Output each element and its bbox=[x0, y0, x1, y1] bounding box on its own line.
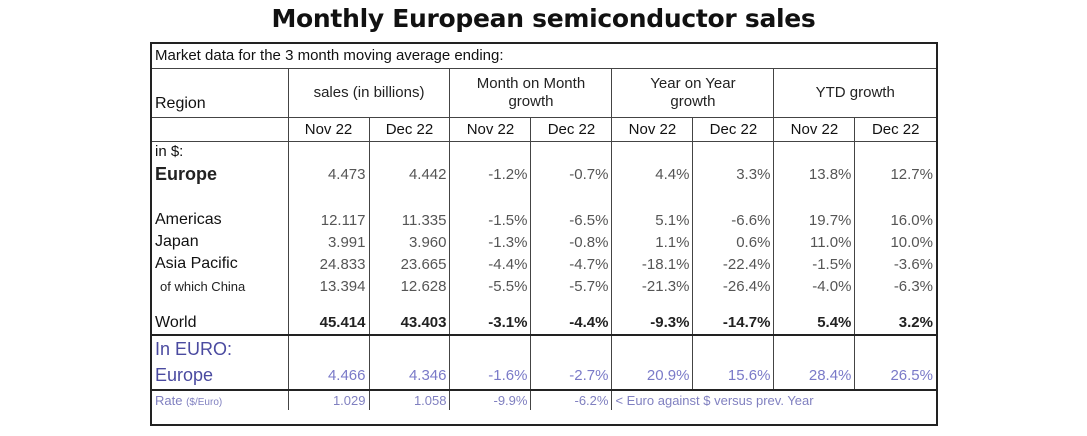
cell: -3.6% bbox=[855, 253, 936, 275]
table-row bbox=[152, 253, 936, 275]
cell: 1.029 bbox=[288, 390, 369, 410]
row-label: Asia Pacific bbox=[155, 255, 238, 272]
cell: -0.7% bbox=[531, 161, 612, 187]
cell: -4.0% bbox=[774, 275, 855, 297]
cell: -6.6% bbox=[693, 209, 774, 231]
cell: -9.9% bbox=[450, 390, 531, 410]
cell: -1.2% bbox=[450, 161, 531, 187]
cell: 16.0% bbox=[855, 209, 936, 231]
cell: 26.5% bbox=[855, 362, 936, 390]
cell: 15.6% bbox=[693, 362, 774, 390]
euro-section-label: In EURO: bbox=[152, 335, 288, 362]
cell: 3.3% bbox=[693, 161, 774, 187]
month-header-row bbox=[152, 117, 936, 141]
rate-unit: ($/Euro) bbox=[186, 397, 223, 408]
cell: 4.346 bbox=[369, 362, 450, 390]
rate-label bbox=[152, 390, 288, 410]
usd-section-label: in $: bbox=[155, 142, 184, 160]
yoy-growth-header bbox=[612, 68, 774, 117]
cell: -2.7% bbox=[531, 362, 612, 390]
cell: -6.5% bbox=[531, 209, 612, 231]
cell: 1.1% bbox=[612, 231, 693, 253]
cell: -26.4% bbox=[693, 275, 774, 297]
table-row bbox=[152, 161, 936, 187]
month-header: Nov 22 bbox=[288, 117, 369, 141]
cell: -6.3% bbox=[855, 275, 936, 297]
month-header: Nov 22 bbox=[612, 117, 693, 141]
cell: 4.4% bbox=[612, 161, 693, 187]
cell: -5.5% bbox=[450, 275, 531, 297]
cell: 12.117 bbox=[288, 209, 369, 231]
cell: 5.4% bbox=[774, 311, 855, 335]
row-label: Japan bbox=[155, 233, 199, 250]
yoy-header-line2: growth bbox=[670, 92, 716, 110]
cell: 4.466 bbox=[288, 362, 369, 390]
usd-label-row bbox=[152, 141, 936, 161]
cell: 20.9% bbox=[612, 362, 693, 390]
table-row bbox=[152, 275, 936, 297]
cell: 11.0% bbox=[774, 231, 855, 253]
month-header: Nov 22 bbox=[450, 117, 531, 141]
sales-header: sales (in billions) bbox=[288, 68, 450, 117]
row-label: Europe bbox=[155, 365, 214, 385]
cell: -5.7% bbox=[531, 275, 612, 297]
page-title: Monthly European semiconductor sales bbox=[271, 4, 816, 33]
data-table-frame bbox=[150, 42, 938, 426]
month-header: Dec 22 bbox=[369, 117, 450, 141]
cell: 19.7% bbox=[774, 209, 855, 231]
table-row-world bbox=[152, 311, 936, 335]
cell: -1.5% bbox=[774, 253, 855, 275]
cell: 4.442 bbox=[369, 161, 450, 187]
table-row bbox=[152, 231, 936, 253]
cell: 13.8% bbox=[774, 161, 855, 187]
yoy-header-line1: Year on Year bbox=[650, 74, 736, 92]
table-row bbox=[152, 209, 936, 231]
row-label: World bbox=[155, 313, 197, 331]
ytd-growth-header: YTD growth bbox=[774, 68, 936, 117]
cell: -0.8% bbox=[531, 231, 612, 253]
row-label: Americas bbox=[155, 211, 222, 228]
cell: 5.1% bbox=[612, 209, 693, 231]
euro-label-row bbox=[152, 335, 936, 362]
cell: 3.991 bbox=[288, 231, 369, 253]
cell: -4.4% bbox=[450, 253, 531, 275]
caption-row bbox=[152, 44, 936, 68]
rate-row bbox=[152, 390, 936, 410]
mom-header-line1: Month on Month bbox=[476, 74, 586, 92]
spacer-row bbox=[152, 297, 936, 311]
cell: -1.6% bbox=[450, 362, 531, 390]
month-header: Dec 22 bbox=[693, 117, 774, 141]
cell: 13.394 bbox=[288, 275, 369, 297]
cell: -4.4% bbox=[531, 311, 612, 335]
cell: 12.7% bbox=[855, 161, 936, 187]
cell: -14.7% bbox=[693, 311, 774, 335]
cell: -9.3% bbox=[612, 311, 693, 335]
cell: 24.833 bbox=[288, 253, 369, 275]
cell: -1.5% bbox=[450, 209, 531, 231]
cell: -1.3% bbox=[450, 231, 531, 253]
spacer-row bbox=[152, 187, 936, 209]
month-header-blank bbox=[152, 117, 288, 141]
cell: -22.4% bbox=[693, 253, 774, 275]
cell: -6.2% bbox=[531, 390, 612, 410]
cell: 28.4% bbox=[774, 362, 855, 390]
table-caption: Market data for the 3 month moving average ending: bbox=[152, 44, 936, 68]
cell: 0.6% bbox=[693, 231, 774, 253]
cell: 23.665 bbox=[369, 253, 450, 275]
cell: -4.7% bbox=[531, 253, 612, 275]
rate-note: < Euro against $ versus prev. Year bbox=[612, 390, 936, 410]
cell: 11.335 bbox=[369, 209, 450, 231]
region-header: Region bbox=[152, 68, 288, 117]
header-row bbox=[152, 68, 936, 117]
row-label: Europe bbox=[155, 163, 218, 184]
month-header: Dec 22 bbox=[855, 117, 936, 141]
month-header: Nov 22 bbox=[774, 117, 855, 141]
cell: 43.403 bbox=[369, 311, 450, 335]
semiconductor-sales-table bbox=[152, 44, 936, 410]
cell: 45.414 bbox=[288, 311, 369, 335]
cell: 10.0% bbox=[855, 231, 936, 253]
cell: -18.1% bbox=[612, 253, 693, 275]
cell: -21.3% bbox=[612, 275, 693, 297]
mom-growth-header bbox=[450, 68, 612, 117]
mom-header-line2: growth bbox=[508, 92, 554, 110]
cell: 4.473 bbox=[288, 161, 369, 187]
cell: -3.1% bbox=[450, 311, 531, 335]
month-header: Dec 22 bbox=[531, 117, 612, 141]
cell: 1.058 bbox=[369, 390, 450, 410]
cell: 3.960 bbox=[369, 231, 450, 253]
euro-row bbox=[152, 362, 936, 390]
row-label: of which China bbox=[160, 278, 246, 294]
cell: 3.2% bbox=[855, 311, 936, 335]
cell: 12.628 bbox=[369, 275, 450, 297]
rate-label-text: Rate bbox=[155, 393, 183, 408]
